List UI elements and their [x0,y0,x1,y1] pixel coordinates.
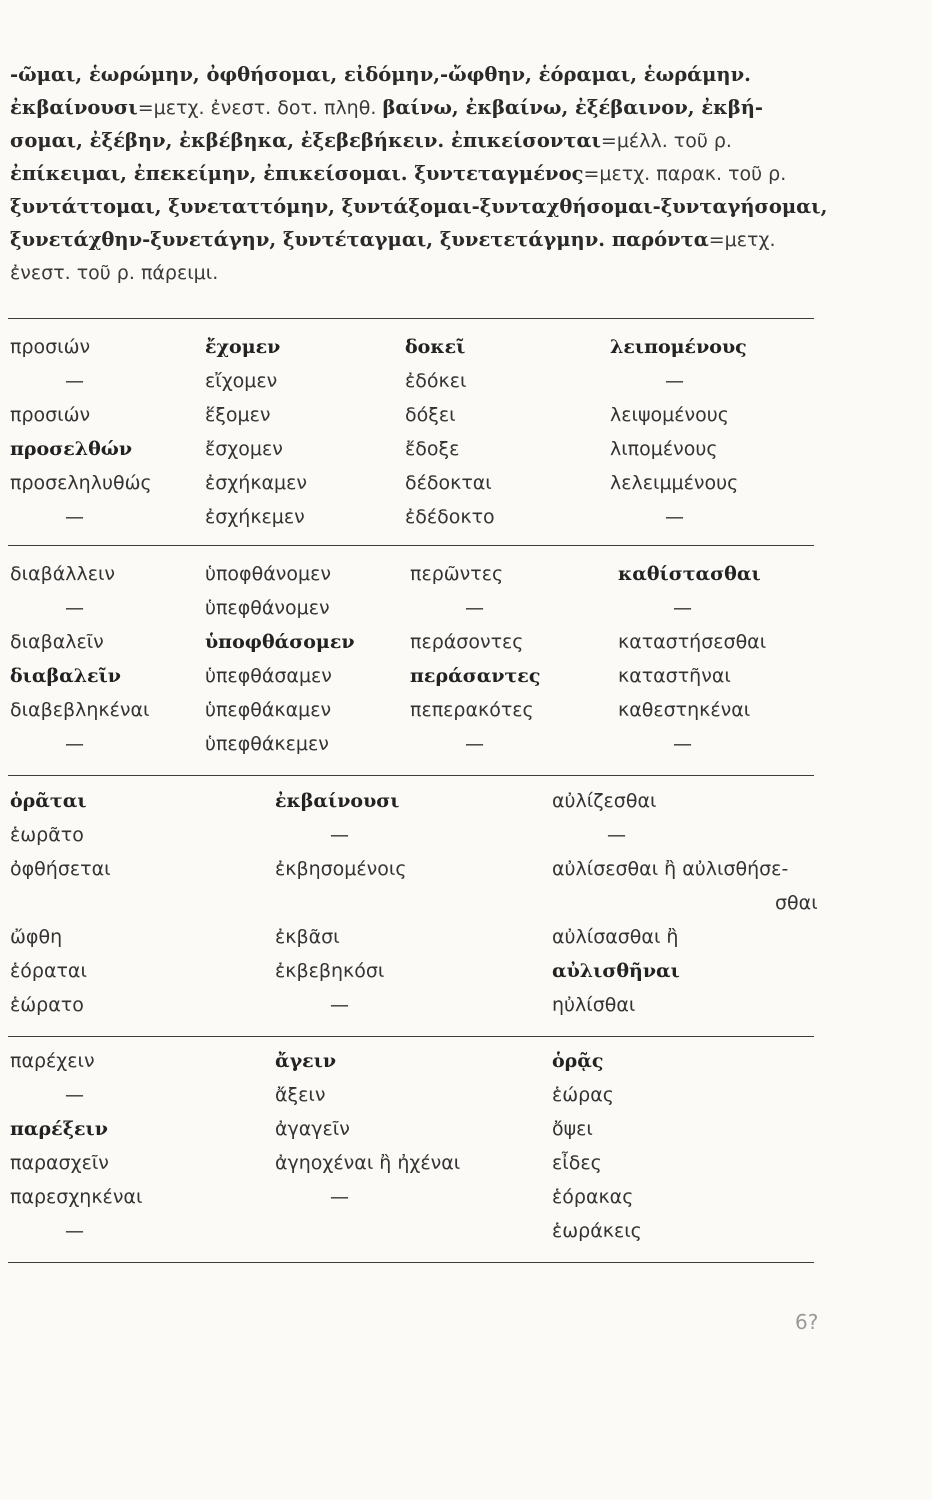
intro-line [10,190,830,223]
verb-form: ἑόραται [10,960,87,982]
verb-form: δόξει [405,404,456,426]
table-row [0,597,932,631]
bold-text: ξυντάττομαι, ξυνεταττόμην, ξυντάξομαι-ξυνταχθήσομαι-ξυνταγήσομαι, [10,195,828,218]
plain-text: =μετχ. [708,229,776,251]
verb-form: ὁρᾶται [10,790,87,812]
table-row [0,994,932,1028]
verb-form: περάσαντες [410,665,541,687]
verb-form: λειψομένους [610,404,729,426]
verb-form: παρέξειν [10,1118,108,1140]
bold-text: -ῶμαι, ἑωρώμην, ὀφθήσομαι, εἰδόμην,-ὤφθην, ἑόραμαι, ἑωράμην. [10,63,751,86]
verb-form: ἐσχήκεμεν [205,506,305,528]
plain-text: =μετχ. παρακ. τοῦ ρ. [583,163,787,185]
table-row [0,1152,932,1186]
verb-form: ὑπεφθάνομεν [205,597,330,619]
verb-form: καταστῆναι [618,665,731,687]
empty-form-dash: — [65,1220,84,1242]
verb-form: ἑώρας [552,1084,614,1106]
verb-form: ἑωράκεις [552,1220,642,1242]
verb-form: ὑπεφθάκαμεν [205,699,332,721]
bold-text: ξυνετάχθην-ξυνετάγην, ξυντέταγμαι, ξυνετετάγμην. παρόντα [10,228,709,251]
verb-form: ὑπεφθάσαμεν [205,665,332,687]
empty-form-dash: — [330,994,349,1016]
table-row [0,404,932,438]
verb-form: διαβαλεῖν [10,665,121,687]
table-row [0,858,932,892]
verb-form: προσεληλυθώς [10,472,152,494]
table-row [0,733,932,767]
verb-form: αὐλίζεσθαι [552,790,657,812]
table-row [0,1118,932,1152]
verb-form: ἐδέδοκτο [405,506,495,528]
verb-form: διαβεβληκέναι [10,699,150,721]
verb-form: ηὐλίσθαι [552,994,636,1016]
empty-form-dash: — [65,1084,84,1106]
table-row [0,336,932,370]
plain-text: ἐνεστ. τοῦ ρ. πάρειμι. [10,262,219,284]
table-row [0,892,932,926]
bold-text: ἐπίκειμαι, ἐπεκείμην, ἐπικείσομαι. ξυντεταγμένος [10,162,584,185]
verb-form: καθεστηκέναι [618,699,751,721]
verb-form: ἑόρακας [552,1186,634,1208]
empty-form-dash: — [65,370,84,392]
verb-form: ἄγειν [275,1050,337,1072]
divider-5 [8,1262,814,1263]
verb-form: διαβάλλειν [10,563,116,585]
empty-form-dash: — [65,733,84,755]
verb-form: ὄψει [552,1118,593,1140]
verb-form: ἑώρατο [10,994,84,1016]
empty-form-dash: — [673,733,692,755]
empty-form-dash: — [65,597,84,619]
page-number: 6? [795,1310,819,1334]
divider-1 [8,318,814,319]
bold-text: ἐκβαίνουσι [10,96,138,119]
verb-form: αὐλισθῆναι [552,960,680,982]
verb-form: ἀγηοχέναι ἢ ἠχέναι [275,1152,461,1174]
table-row [0,790,932,824]
divider-3 [8,775,814,776]
verb-form: ἐκβαίνουσι [275,790,400,812]
verb-form: σθαι [775,892,818,914]
verb-form: παρασχεῖν [10,1152,109,1174]
intro-line [10,124,830,157]
verb-form: καθίστασθαι [618,563,761,585]
verb-form: παρεσχηκέναι [10,1186,143,1208]
bold-text: βαίνω, ἐκβαίνω, ἐξέβαινον, ἐκβή- [382,96,764,119]
table-row [0,1186,932,1220]
verb-form: ὑποφθάσομεν [205,631,355,653]
verb-form: ἑωρᾶτο [10,824,84,846]
intro-paragraph [10,58,830,289]
table-row [0,1050,932,1084]
table-row [0,438,932,472]
empty-form-dash: — [465,733,484,755]
verb-form: λελειμμένους [610,472,739,494]
verb-form: αὐλίσεσθαι ἢ αὐλισθήσε- [552,858,789,880]
verb-form: εἴχομεν [205,370,278,392]
verb-form: πεπερακότες [410,699,534,721]
table-row [0,631,932,665]
verb-form: ὑποφθάνομεν [205,563,331,585]
table-row [0,370,932,404]
table-row [0,506,932,540]
intro-line [10,58,830,91]
verb-form: ἐδόκει [405,370,467,392]
verb-form: ἐκβεβηκόσι [275,960,385,982]
empty-form-dash: — [665,370,684,392]
verb-form: εἶδες [552,1152,602,1174]
verb-form: ἐκβᾶσι [275,926,340,948]
empty-form-dash: — [330,1186,349,1208]
verb-form: ἔχομεν [205,336,281,358]
verb-form: διαβαλεῖν [10,631,104,653]
table-row [0,699,932,733]
verb-form: ὁρᾷς [552,1050,604,1072]
intro-line [10,91,830,124]
verb-form: ἔδοξε [405,438,460,460]
plain-text: =μετχ. ἐνεστ. δοτ. πληθ. [137,97,383,119]
intro-line [10,256,830,289]
table-row [0,824,932,858]
table-row [0,665,932,699]
empty-form-dash: — [465,597,484,619]
verb-form: προσιών [10,404,91,426]
intro-line [10,223,830,256]
verb-form: ἐσχήκαμεν [205,472,308,494]
table-row [0,1084,932,1118]
divider-2 [8,545,814,546]
verb-form: προσελθών [10,438,133,460]
verb-form: παρέχειν [10,1050,95,1072]
plain-text: =μέλλ. τοῦ ρ. [600,130,732,152]
empty-form-dash: — [330,824,349,846]
verb-form: ἐκβησομένοις [275,858,407,880]
table-row [0,960,932,994]
verb-form: ὑπεφθάκεμεν [205,733,329,755]
verb-form: περάσοντες [410,631,524,653]
verb-form: λειπομένους [610,336,747,358]
empty-form-dash: — [607,824,626,846]
table-row [0,563,932,597]
bold-text: σομαι, ἐξέβην, ἐκβέβηκα, ἐξεβεβήκειν. ἐπικείσονται [10,129,601,152]
verb-form: αὐλίσασθαι ἢ [552,926,679,948]
verb-form: λιπομένους [610,438,718,460]
verb-form: δέδοκται [405,472,492,494]
verb-form: δοκεῖ [405,336,466,358]
empty-form-dash: — [665,506,684,528]
table-row [0,1220,932,1254]
verb-form: ἕξομεν [205,404,271,426]
verb-form: περῶντες [410,563,504,585]
verb-form: καταστήσεσθαι [618,631,767,653]
verb-form: ἔσχομεν [205,438,283,460]
table-row [0,926,932,960]
intro-line [10,157,830,190]
verb-form: ἄξειν [275,1084,326,1106]
verb-form: ὀφθήσεται [10,858,111,880]
empty-form-dash: — [673,597,692,619]
verb-form: προσιών [10,336,91,358]
divider-4 [8,1036,814,1037]
verb-form: ὤφθη [10,926,63,948]
empty-form-dash: — [65,506,84,528]
verb-form: ἀγαγεῖν [275,1118,350,1140]
table-row [0,472,932,506]
